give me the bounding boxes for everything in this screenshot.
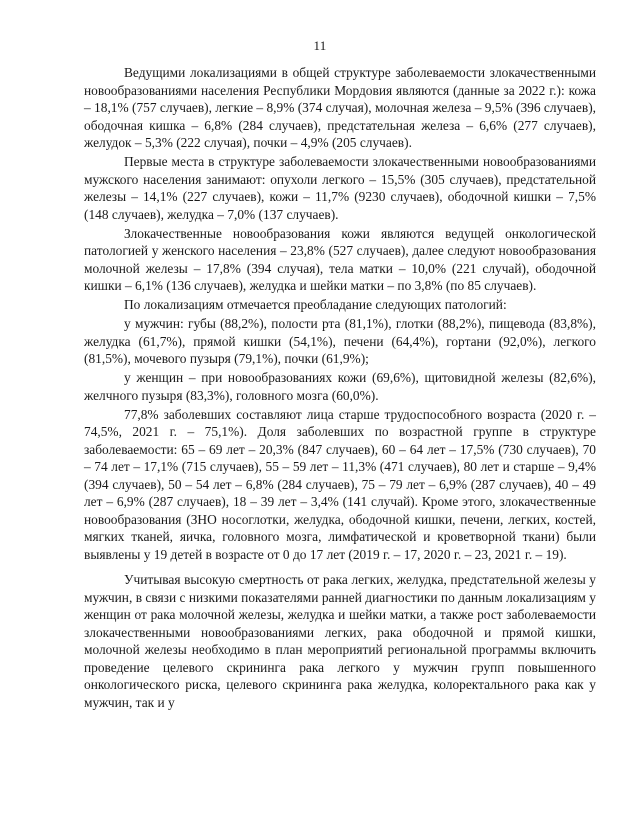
- paragraph-women-localizations: у женщин – при новообразованиях кожи (69,6%), щитовидной железы (82,6%), желчного пузыря (83,3%), головного мозга (60,0%).: [84, 370, 596, 403]
- paragraph-localization-intro: По локализациям отмечается преобладание следующих патологий:: [124, 297, 507, 312]
- document-body: [84, 64, 596, 713]
- paragraph-male-incidence: Первые места в структуре заболеваемости злокачественными новообразованиями мужского населения занимают: опухоли легкого – 15,5% (305 случаев), предстательной железы – 14,1% (227 случаев), кожи – 11,7% (9230 случаев), ободочной кишки – 7,5% (148 случаев), желудка – 7,0% (137 случаев).: [84, 154, 596, 222]
- paragraph-men-localizations: у мужчин: губы (88,2%), полости рта (81,1%), глотки (88,2%), пищевода (83,8%), желудка (61,7%), прямой кишки (54,1%), печени (64,4%), гортани (92,0%), легкого (81,5%), мочевого пузыря (79,1%), почки (61,9%);: [84, 316, 596, 366]
- paragraph-leading-localizations: Ведущими локализациями в общей структуре заболеваемости злокачественными новообразованиями населения Республики Мордовия являются (данные за 2022 г.): кожа – 18,1% (757 случаев), легкие – 8,9% (374 случая), молочная железа – 9,5% (396 случаев), ободочная кишка – 6,8% (284 случаев), предстательная железа – 6,6% (277 случаев), желудок – 5,3% (222 случая), почки – 4,9% (205 случаев).: [84, 65, 596, 150]
- paragraph-age-structure: 77,8% заболевших составляют лица старше трудоспособного возраста (2020 г. – 74,5%, 2021 г. – 75,1%). Доля заболевших по возрастной группе в структуре заболеваемости: 65 – 69 лет – 20,3% (847 случаев), 60 – 64 лет – 17,5% (730 случаев), 70 – 74 лет – 17,1% (715 случаев), 55 – 59 лет – 11,3% (471 случаев), 80 лет и старше – 9,4% (394 случаев), 50 – 54 лет – 6,8% (284 случаев), 75 – 79 лет – 6,9% (287 случаев), 40 – 49 лет – 6,9% (287 случаев), 18 – 39 лет – 3,4% (141 случай). Кроме этого, злокачественные новообразования (ЗНО носоглотки, желудка, ободочной кишки, печени, легких, костей, мягких тканей, яичка, головного мозга, лимфатической и кроветворной ткани) были выявлены у 19 детей в возрасте от 0 до 17 лет (2019 г. – 17, 2020 г. – 23, 2021 г. – 19).: [84, 406, 596, 562]
- paragraph-screening-recommendation: Учитывая высокую смертность от рака легких, желудка, предстательной железы у мужчин, в связи с низкими показателями ранней диагностики по данным локализациям у женщин от рака молочной железы, желудка и шейки матки, а также рост заболеваемости злокачественными новообразованиями легких, рака ободочной и прямой кишки, молочной железы необходимо в план мероприятий региональной программы включить проведение целевого скрининга рака легкого у мужчин групп повышенного онкологического риска, целевого скрининга рака желудка, колоректального рака как у мужчин, так и у: [84, 572, 596, 710]
- paragraph-female-incidence: Злокачественные новообразования кожи являются ведущей онкологической патологией у женского населения – 23,8% (527 случаев), далее следуют новообразования молочной железы – 17,8% (394 случая), тела матки – 10,0% (221 случай), ободочной кишки – 6,1% (136 случаев), желудка и шейки матки – по 3,8% (по 85 случаев).: [84, 225, 596, 293]
- page-number: 11: [313, 38, 327, 53]
